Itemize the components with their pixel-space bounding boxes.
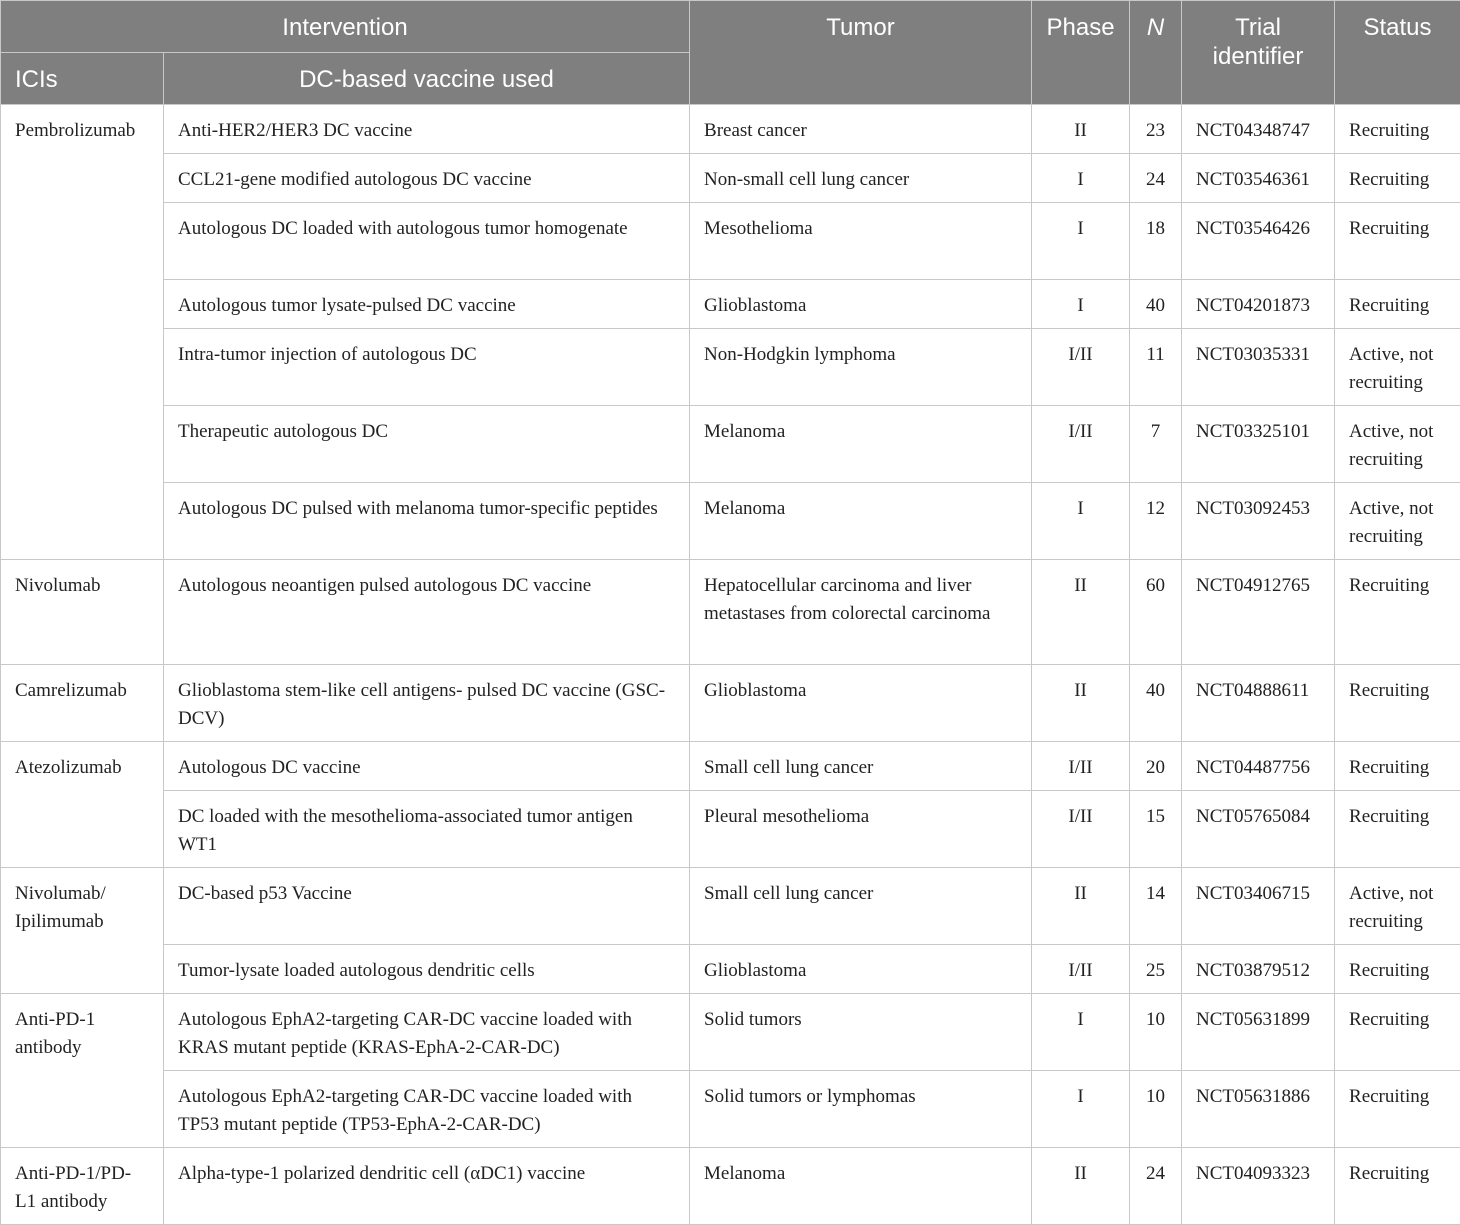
trial-id-cell: NCT05631886 (1182, 1071, 1335, 1148)
trial-id-cell: NCT03879512 (1182, 945, 1335, 994)
status-cell: Active, not recruiting (1335, 406, 1460, 483)
tumor-cell: Non-Hodgkin lymphoma (690, 329, 1032, 406)
trial-id-cell: NCT03092453 (1182, 483, 1335, 560)
phase-cell: I (1032, 1071, 1130, 1148)
table-row (1, 406, 1460, 483)
vaccine-cell: Autologous DC pulsed with melanoma tumor-specific peptides (164, 483, 690, 560)
status-cell: Recruiting (1335, 105, 1460, 154)
tumor-cell: Small cell lung cancer (690, 868, 1032, 945)
trial-id-cell: NCT03546426 (1182, 203, 1335, 280)
phase-cell: I (1032, 154, 1130, 203)
status-cell: Recruiting (1335, 280, 1460, 329)
tumor-cell: Glioblastoma (690, 945, 1032, 994)
ici-cell: Nivolumab/ Ipilimumab (1, 868, 164, 994)
phase-cell: I/II (1032, 945, 1130, 994)
table-row (1, 154, 1460, 203)
table-row (1, 105, 1460, 154)
header-n (1130, 1, 1182, 105)
header-phase: Phase (1032, 1, 1130, 105)
trial-id-cell: NCT04201873 (1182, 280, 1335, 329)
tumor-cell: Solid tumors (690, 994, 1032, 1071)
vaccine-cell: Autologous EphA2-targeting CAR-DC vaccine loaded with KRAS mutant peptide (KRAS-EphA-2-CAR-DC) (164, 994, 690, 1071)
table-row (1, 1071, 1460, 1148)
n-cell: 15 (1130, 791, 1182, 868)
status-cell: Recruiting (1335, 560, 1460, 665)
status-cell: Active, not recruiting (1335, 329, 1460, 406)
header-icis: ICIs (1, 53, 164, 105)
phase-cell: I (1032, 483, 1130, 560)
status-cell: Recruiting (1335, 1071, 1460, 1148)
status-cell: Recruiting (1335, 154, 1460, 203)
n-cell: 14 (1130, 868, 1182, 945)
n-cell: 12 (1130, 483, 1182, 560)
table-row (1, 280, 1460, 329)
ici-cell: Anti-PD-1 antibody (1, 994, 164, 1148)
tumor-cell: Pleural mesothelioma (690, 791, 1032, 868)
phase-cell: II (1032, 868, 1130, 945)
n-cell: 40 (1130, 280, 1182, 329)
table-row (1, 665, 1460, 742)
tumor-cell: Melanoma (690, 1148, 1032, 1225)
phase-cell: I/II (1032, 406, 1130, 483)
header-intervention: Intervention (1, 1, 690, 53)
status-cell: Active, not recruiting (1335, 483, 1460, 560)
vaccine-cell: Tumor-lysate loaded autologous dendritic cells (164, 945, 690, 994)
vaccine-cell: Autologous tumor lysate-pulsed DC vaccine (164, 280, 690, 329)
vaccine-cell: Autologous EphA2-targeting CAR-DC vaccine loaded with TP53 mutant peptide (TP53-EphA-2-CAR-DC) (164, 1071, 690, 1148)
tumor-cell: Melanoma (690, 483, 1032, 560)
header-n-label: N (1147, 14, 1164, 41)
trial-id-cell: NCT03546361 (1182, 154, 1335, 203)
phase-cell: II (1032, 665, 1130, 742)
vaccine-cell: Therapeutic autologous DC (164, 406, 690, 483)
n-cell: 7 (1130, 406, 1182, 483)
status-cell: Recruiting (1335, 665, 1460, 742)
trial-id-cell: NCT04348747 (1182, 105, 1335, 154)
table-row (1, 994, 1460, 1071)
tumor-cell: Breast cancer (690, 105, 1032, 154)
trial-id-cell: NCT05631899 (1182, 994, 1335, 1071)
vaccine-cell: Alpha-type-1 polarized dendritic cell (αDC1) vaccine (164, 1148, 690, 1225)
table-row (1, 868, 1460, 945)
ici-cell: Camrelizumab (1, 665, 164, 742)
table-row (1, 560, 1460, 665)
n-cell: 24 (1130, 1148, 1182, 1225)
ici-cell: Pembrolizumab (1, 105, 164, 560)
ici-cell: Nivolumab (1, 560, 164, 665)
table-header (1, 1, 1460, 105)
vaccine-cell: Glioblastoma stem-like cell antigens- pulsed DC vaccine (GSC-DCV) (164, 665, 690, 742)
tumor-cell: Melanoma (690, 406, 1032, 483)
phase-cell: II (1032, 105, 1130, 154)
tumor-cell: Mesothelioma (690, 203, 1032, 280)
n-cell: 25 (1130, 945, 1182, 994)
status-cell: Recruiting (1335, 945, 1460, 994)
phase-cell: I (1032, 203, 1130, 280)
status-cell: Recruiting (1335, 791, 1460, 868)
n-cell: 11 (1130, 329, 1182, 406)
n-cell: 24 (1130, 154, 1182, 203)
phase-cell: I/II (1032, 742, 1130, 791)
trial-id-cell: NCT03035331 (1182, 329, 1335, 406)
vaccine-cell: Autologous DC vaccine (164, 742, 690, 791)
vaccine-cell: Anti-HER2/HER3 DC vaccine (164, 105, 690, 154)
trial-id-cell: NCT03406715 (1182, 868, 1335, 945)
table-body (1, 105, 1460, 1225)
vaccine-cell: CCL21-gene modified autologous DC vaccine (164, 154, 690, 203)
trial-id-cell: NCT05765084 (1182, 791, 1335, 868)
tumor-cell: Non-small cell lung cancer (690, 154, 1032, 203)
phase-cell: I/II (1032, 329, 1130, 406)
vaccine-cell: Autologous DC loaded with autologous tumor homogenate (164, 203, 690, 280)
status-cell: Recruiting (1335, 1148, 1460, 1225)
trial-id-cell: NCT04093323 (1182, 1148, 1335, 1225)
phase-cell: I (1032, 280, 1130, 329)
tumor-cell: Small cell lung cancer (690, 742, 1032, 791)
header-tumor: Tumor (690, 1, 1032, 105)
table-row (1, 945, 1460, 994)
trial-id-cell: NCT04912765 (1182, 560, 1335, 665)
n-cell: 60 (1130, 560, 1182, 665)
vaccine-cell: DC loaded with the mesothelioma-associated tumor antigen WT1 (164, 791, 690, 868)
n-cell: 10 (1130, 1071, 1182, 1148)
n-cell: 40 (1130, 665, 1182, 742)
status-cell: Active, not recruiting (1335, 868, 1460, 945)
header-status: Status (1335, 1, 1460, 105)
tumor-cell: Glioblastoma (690, 665, 1032, 742)
phase-cell: II (1032, 1148, 1130, 1225)
tumor-cell: Solid tumors or lymphomas (690, 1071, 1032, 1148)
n-cell: 20 (1130, 742, 1182, 791)
status-cell: Recruiting (1335, 742, 1460, 791)
vaccine-cell: DC-based p53 Vaccine (164, 868, 690, 945)
n-cell: 10 (1130, 994, 1182, 1071)
tumor-cell: Hepatocellular carcinoma and liver metastases from colorectal carcinoma (690, 560, 1032, 665)
trial-id-cell: NCT03325101 (1182, 406, 1335, 483)
n-cell: 18 (1130, 203, 1182, 280)
table-row (1, 1148, 1460, 1225)
phase-cell: II (1032, 560, 1130, 665)
table-row (1, 791, 1460, 868)
tumor-cell: Glioblastoma (690, 280, 1032, 329)
header-trial-identifier: Trial identifier (1182, 1, 1335, 105)
table-row (1, 203, 1460, 280)
vaccine-cell: Intra-tumor injection of autologous DC (164, 329, 690, 406)
status-cell: Recruiting (1335, 203, 1460, 280)
table-row (1, 483, 1460, 560)
vaccine-cell: Autologous neoantigen pulsed autologous DC vaccine (164, 560, 690, 665)
table-row (1, 329, 1460, 406)
n-cell: 23 (1130, 105, 1182, 154)
phase-cell: I (1032, 994, 1130, 1071)
trial-id-cell: NCT04888611 (1182, 665, 1335, 742)
phase-cell: I/II (1032, 791, 1130, 868)
table-row (1, 742, 1460, 791)
trial-id-cell: NCT04487756 (1182, 742, 1335, 791)
ici-cell: Atezolizumab (1, 742, 164, 868)
header-vaccine: DC-based vaccine used (164, 53, 690, 105)
ici-cell: Anti-PD-1/PD-L1 antibody (1, 1148, 164, 1225)
status-cell: Recruiting (1335, 994, 1460, 1071)
